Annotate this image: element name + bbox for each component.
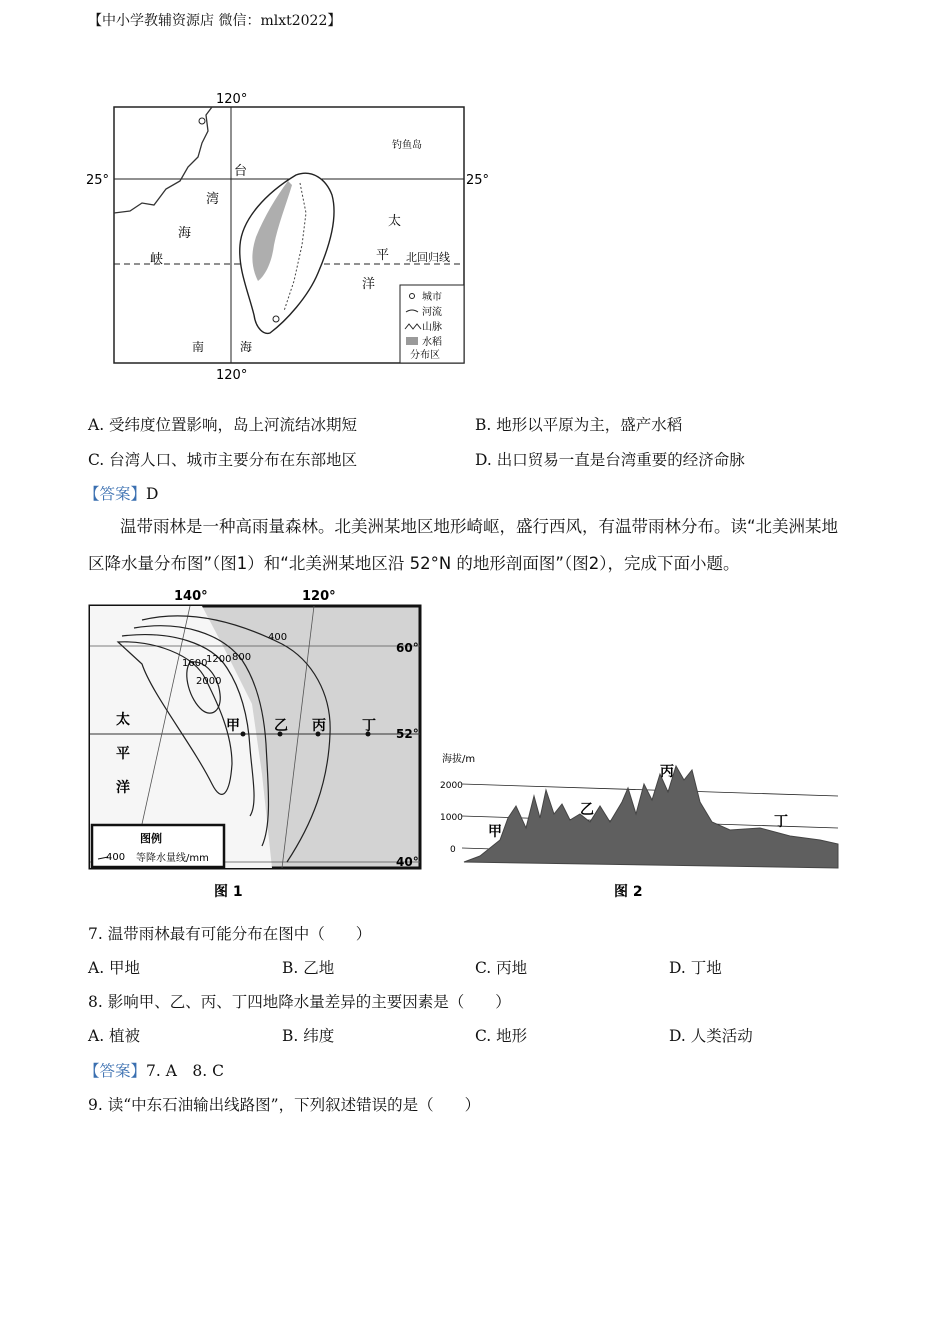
question-8-stem: 8. 影响甲、乙、丙、丁四地降水量差异的主要因素是（ ） [88,993,511,1011]
figure-2-caption: 图 2 [614,884,643,900]
figure-1-legend [92,825,224,867]
map-label: 海 [178,226,192,241]
city-marker [199,118,205,124]
q8-option-c: C. 地形 [475,1027,528,1045]
point-yi: 乙 [580,802,594,818]
lon-label: 120° [216,368,248,383]
map-label: 洋 [362,277,376,292]
map-label: 南 [192,340,205,354]
intro-line-1: 温带雨林是一种高雨量森林。北美洲某地区地形崎岖，盛行西风，有温带雨林分布。读“北美洲某地 [120,517,839,536]
point-bing: 丙 [660,764,674,780]
lon-label: 120° [302,589,336,604]
point-yi: 乙 [274,718,288,734]
figure-1-precipitation-map [82,584,442,904]
point-bing: 丙 [312,718,326,734]
isohyet-label: 400 [268,632,288,643]
lat-label: 40° [396,855,419,869]
lat-label: 60° [396,641,419,655]
q7-option-d: D. 丁地 [669,959,722,977]
answer-value: 7. A 8. C [146,1062,225,1080]
map-label: 钓鱼岛 [392,140,422,151]
q7-option-b: B. 乙地 [282,959,335,977]
isohyet-label: 800 [232,652,252,663]
lat-label: 52° [396,727,419,741]
figure-2-terrain-profile [440,744,850,904]
city-marker [273,316,279,322]
legend-text: 等降水量线/mm [136,853,209,864]
question-9-stem: 9. 读“中东石油输出线路图”，下列叙述错误的是（ ） [88,1096,481,1114]
answer-line [84,1059,224,1081]
isohyet-label: 2000 [196,676,222,687]
lat-label: 25° [86,173,110,188]
ocean-label: 平 [116,746,130,762]
answer-value: D [146,485,159,503]
ocean-label: 太 [116,712,130,728]
taiwan-map [80,85,500,385]
map-label: 平 [376,248,390,263]
map-label: 海 [240,340,253,354]
q8-option-b: B. 纬度 [282,1027,335,1045]
point-jia: 甲 [226,718,240,734]
legend-mountain: 山脉 [422,322,442,333]
q8-option-d: D. 人类活动 [669,1027,753,1045]
question-7-stem: 7. 温带雨林最有可能分布在图中（ ） [88,925,372,943]
q7-option-c: C. 丙地 [475,959,528,977]
legend-river: 河流 [422,307,442,318]
intro-line-2: 区降水量分布图”（图1）和“北美洲某地区沿 52°N 的地形剖面图”（图2），完成下面小题。 [88,554,740,573]
legend-city: 城市 [422,292,442,303]
y-tick: 2000 [440,781,463,791]
isohyet-label: 1600 [182,658,208,669]
map-label: 台 [234,164,248,179]
option-d: D. 出口贸易一直是台湾重要的经济命脉 [475,451,745,469]
map-label: 湾 [206,192,220,207]
point-jia: 甲 [488,824,502,840]
option-b: B. 地形以平原为主，盛产水稻 [475,416,683,434]
page-header: 【中小学教辅资源店 微信：mlxt2022】 [88,13,342,29]
answer-tag: 【答案】 [84,485,147,503]
answer-tag: 【答案】 [84,1062,147,1080]
legend-sample: 400 [106,852,126,863]
lon-label: 120° [216,92,248,107]
q8-option-a: A. 植被 [88,1027,141,1045]
q7-option-a: A. 甲地 [88,959,141,977]
y-axis-label: 海拔/m [442,754,476,765]
map-legend [400,285,464,363]
answer-line [84,482,158,504]
lon-label: 140° [174,589,208,604]
point-ding: 丁 [774,814,788,830]
tropic-label: 北回归线 [406,251,450,264]
legend-title: 图例 [140,832,162,845]
legend-rice: 水稻 [422,337,442,348]
map-label: 太 [388,214,402,229]
y-tick: 0 [450,845,456,855]
option-a: A. 受纬度位置影响，岛上河流结冰期短 [88,416,358,434]
option-c: C. 台湾人口、城市主要分布在东部地区 [88,451,358,469]
lat-label: 25° [466,173,490,188]
legend-rice: 分布区 [410,350,440,361]
map-label: 峡 [150,252,164,267]
y-tick: 1000 [440,813,463,823]
figure-1-caption: 图 1 [214,884,243,900]
ocean-label: 洋 [116,780,130,796]
point-ding: 丁 [362,718,376,734]
isohyet-label: 1200 [206,654,232,665]
